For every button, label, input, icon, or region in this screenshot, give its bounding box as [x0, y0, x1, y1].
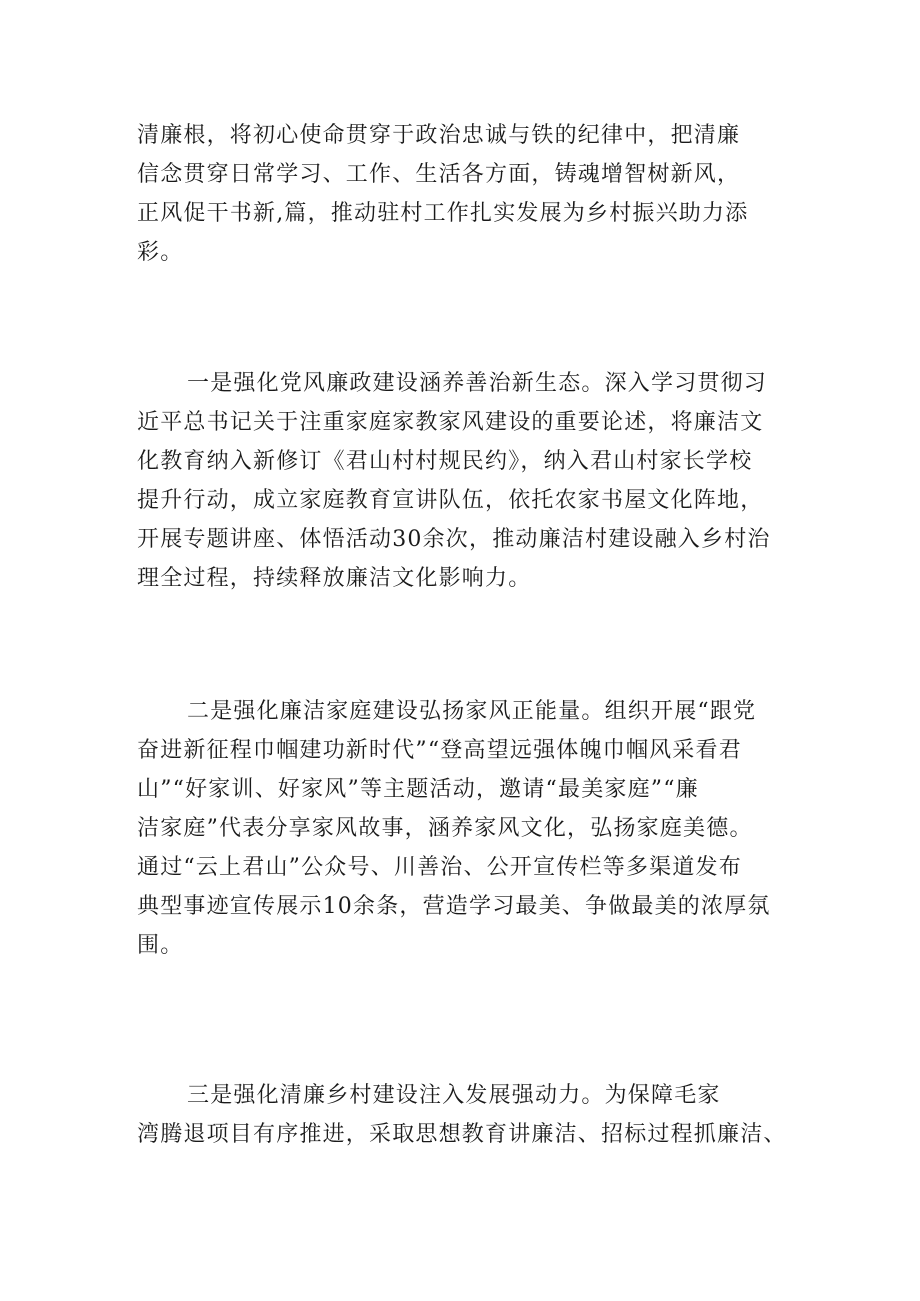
text-line: 一是强化党风廉政建设涵养善治新生态。深入学习贯彻习 [187, 371, 768, 396]
paragraph-point-one [137, 364, 797, 598]
text-line: 奋进新征程巾帼建功新时代”“登高望远强体魄巾帼风采看君 [137, 738, 742, 763]
text-line: 湾腾退项目有序推进，采取思想教育讲廉洁、招标过程抓廉洁、 [137, 1122, 787, 1147]
text-line: 山”“好家训、好家风”等主题活动，邀请“最美家庭”“廉 [137, 777, 699, 802]
text-line: 二是强化廉洁家庭建设弘扬家风正能量。组织开展“跟党 [187, 699, 757, 724]
text-line: 化教育纳入新修订《君山村村规民约》，纳入君山村家长学校 [137, 449, 753, 474]
text-line: 彩。 [137, 240, 184, 265]
text-line: 提升行动，成立家庭教育宣讲队伍，依托农家书屋文化阵地， [137, 488, 764, 513]
text-line: 近平总书记关于注重家庭家教家风建设的重要论述，将廉洁文 [137, 410, 764, 435]
text-line: 理全过程，持续释放廉洁文化影响力。 [137, 566, 532, 591]
text-line: 洁家庭”代表分享家风故事，涵养家风文化，弘扬家庭美德。 [137, 816, 753, 841]
text-line: 清廉根，将初心使命贯穿于政治忠诚与铁的纪律中，把清廉 [137, 123, 741, 148]
text-line: 典型事迹宣传展示10余条，营造学习最美、争做最美的浓厚氛 [137, 894, 771, 919]
paragraph-intro-continuation [137, 116, 797, 272]
text-line: 正风促干书新,篇，推动驻村工作扎实发展为乡村振兴助力添 [137, 201, 749, 226]
text-line: 围。 [137, 933, 184, 958]
text-line: 信念贯穿日常学习、工作、生活各方面，铸魂增智树新风， [137, 162, 741, 187]
paragraph-point-two [137, 692, 797, 965]
paragraph-point-three [137, 1076, 797, 1154]
text-line: 开展专题讲座、体悟活动30余次，推动廉洁村建设融入乡村治 [137, 527, 771, 552]
text-line: 通过“云上君山”公众号、川善治、公开宣传栏等多渠道发布 [137, 855, 742, 880]
text-line: 三是强化清廉乡村建设注入发展强动力。为保障毛家 [187, 1083, 721, 1108]
